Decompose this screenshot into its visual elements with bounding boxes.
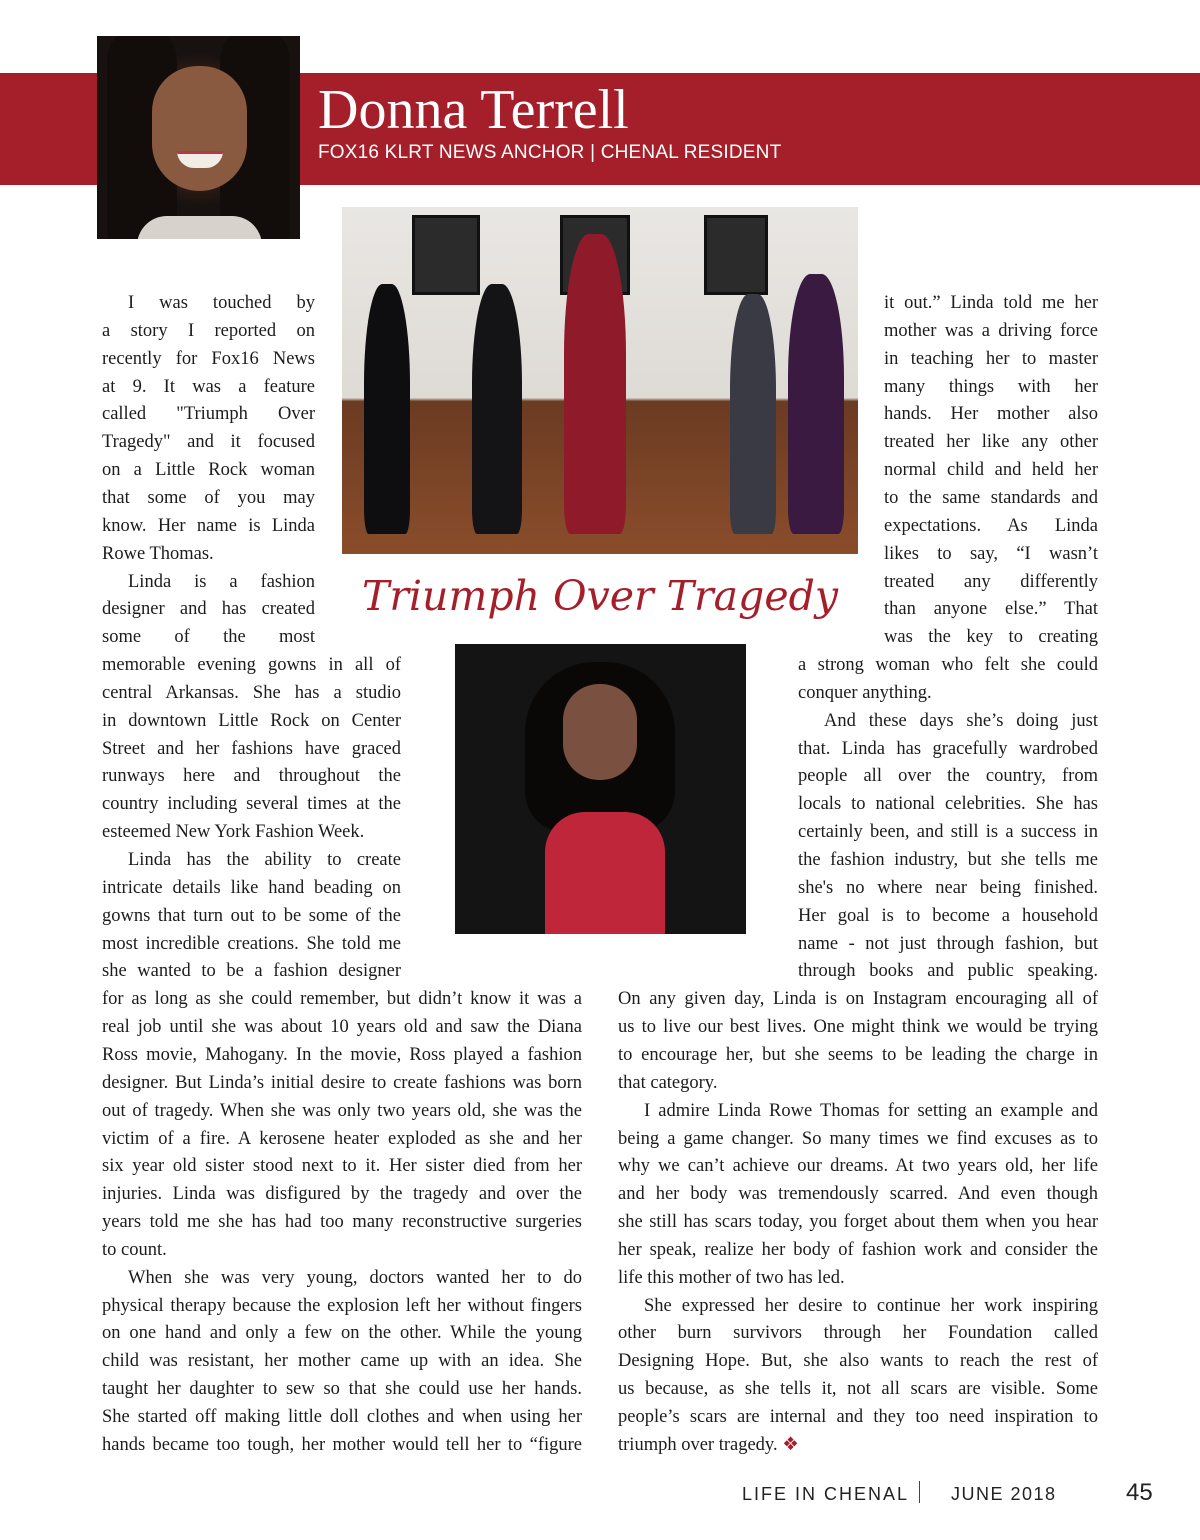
article-line: to the same standards and xyxy=(884,487,1098,508)
article-line: memorable evening gowns in all of xyxy=(102,655,401,676)
article-line: Linda is a fashion xyxy=(128,571,315,592)
article-line: esteemed New York Fashion Week. xyxy=(102,822,365,843)
article-line: Street and her fashions have graced xyxy=(102,738,401,759)
article-line: through books and public speaking. xyxy=(798,961,1098,982)
article-line: name - not just through fashion, but xyxy=(798,933,1098,954)
article-line: know. Her name is Linda xyxy=(102,515,315,536)
article-line: Designing Hope. But, she also wants to reach the rest of xyxy=(618,1351,1098,1372)
article-line: expectations. As Linda xyxy=(884,515,1098,536)
article-line: that some of you may xyxy=(102,487,315,508)
article-line: she wanted to be a fashion designer xyxy=(102,961,401,982)
footer-divider xyxy=(919,1481,920,1503)
article-line: life this mother of two has led. xyxy=(618,1267,845,1288)
article-line: than anyone else.” That xyxy=(884,599,1098,620)
article-line: out of tragedy. When she was only two years old, she was the xyxy=(102,1100,582,1121)
article-line: Her goal is to become a household xyxy=(798,905,1098,926)
article-line: her speak, realize her body of fashion work and consider the xyxy=(618,1239,1098,1260)
article-line: called "Triumph Over xyxy=(102,404,315,425)
article-line: hands became too tough, her mother would tell her to “figure xyxy=(102,1434,582,1455)
author-headshot xyxy=(97,36,300,239)
article-line: most incredible creations. She told me xyxy=(102,933,401,954)
article-title: Triumph Over Tragedy xyxy=(361,572,838,620)
article-line: central Arkansas. She has a studio xyxy=(102,682,401,703)
author-name: Donna Terrell xyxy=(318,79,629,141)
article-line: she still has scars today, you forget about them when you hear xyxy=(618,1212,1098,1233)
article-line: people’s scars are internal and they too need inspiration to xyxy=(618,1407,1098,1427)
article-line: to count. xyxy=(102,1239,167,1260)
article-line: likes to say, “I wasn’t xyxy=(884,543,1098,564)
article-line: gowns that turn out to be some of the xyxy=(102,905,401,926)
article-line: real job until she was about 10 years old and saw the Diana xyxy=(102,1017,582,1038)
article-line: other burn survivors through her Foundation called xyxy=(618,1323,1098,1344)
article-line: triumph over tragedy. ❖ xyxy=(618,1434,799,1455)
article-line: designer and has created xyxy=(102,599,315,620)
article-line: treated any differently xyxy=(884,571,1098,592)
article-line: And these days she’s doing just xyxy=(824,710,1098,731)
article-line: people all over the country, from xyxy=(798,766,1098,787)
article-line: mother was a driving force xyxy=(884,320,1098,341)
article-line: that category. xyxy=(618,1072,718,1093)
article-line: it out.” Linda told me her xyxy=(884,293,1098,313)
article-line: Tragedy" and it focused xyxy=(102,432,315,453)
article-line: for as long as she could remember, but didn’t know it was a xyxy=(102,989,582,1010)
article-line: victim of a fire. A kerosene heater exploded as she and her xyxy=(102,1128,582,1149)
article-line: taught her daughter to sew so that she could use her hands. xyxy=(102,1379,582,1400)
article-line: recently for Fox16 News xyxy=(102,348,315,369)
article-line: intricate details like hand beading on xyxy=(102,877,401,898)
article-line: us because, as she tells it, not all scars are visible. Some xyxy=(618,1379,1098,1400)
author-role: FOX16 KLRT NEWS ANCHOR | CHENAL RESIDENT xyxy=(318,142,782,163)
article-line: I was touched by xyxy=(128,293,315,313)
article-line: When she was very young, doctors wanted her to do xyxy=(128,1267,582,1288)
article-line: locals to national celebrities. She has xyxy=(798,794,1098,815)
article-line: to encourage her, but she seems to be leading the charge in xyxy=(618,1044,1098,1065)
article-line: she's no where near being finished. xyxy=(798,877,1098,898)
footer-magazine: LIFE IN CHENAL xyxy=(742,1484,910,1504)
article-line: in teaching her to master xyxy=(884,348,1098,369)
article-line: conquer anything. xyxy=(798,682,932,703)
article-line: why we can’t achieve our dreams. At two years old, her life xyxy=(618,1156,1098,1177)
article-line: certainly been, and still is a success in xyxy=(798,822,1098,843)
article-line: that. Linda has gracefully wardrobed xyxy=(798,738,1098,759)
end-ornament-icon: ❖ xyxy=(782,1434,799,1455)
article-line: in downtown Little Rock on Center xyxy=(102,710,401,731)
article-line: Ross movie, Mahogany. In the movie, Ross played a fashion xyxy=(102,1044,582,1065)
page-number: 45 xyxy=(1126,1479,1153,1506)
article-line: normal child and held her xyxy=(884,460,1098,481)
article-line: She expressed her desire to continue her work inspiring xyxy=(644,1295,1098,1316)
article-line: some of the most xyxy=(102,627,315,648)
article-line: a story I reported on xyxy=(102,320,315,341)
article-line: a strong woman who felt she could xyxy=(798,655,1098,676)
article-line: runways here and throughout the xyxy=(102,766,401,787)
article-line: the fashion industry, but she tells me xyxy=(798,850,1098,870)
article-line: six year old sister stood next to it. Her sister died from her xyxy=(102,1156,582,1177)
article-line: I admire Linda Rowe Thomas for setting an example and xyxy=(644,1100,1098,1121)
article-line: child was resistant, her mother came up with an idea. She xyxy=(102,1351,582,1372)
article-line: Rowe Thomas. xyxy=(102,543,214,564)
article-line: On any given day, Linda is on Instagram encouraging all of xyxy=(618,989,1098,1010)
footer-date: JUNE 2018 xyxy=(951,1484,1057,1504)
article-line: injuries. Linda was disfigured by the tragedy and over the xyxy=(102,1184,582,1205)
gowns-photo xyxy=(342,207,858,554)
article-line: She started off making little doll clothes and when using her xyxy=(102,1407,582,1427)
article-line: being a game changer. So many times we find excuses as to xyxy=(618,1128,1098,1149)
portrait-photo xyxy=(455,644,746,934)
article-line: on one hand and only a few on the other. While the young xyxy=(102,1323,582,1344)
article-line: Linda has the ability to create xyxy=(128,850,401,870)
article-line: country including several times at the xyxy=(102,794,401,815)
article-line: us to live our best lives. One might think we would be trying xyxy=(618,1017,1098,1038)
article-line: and her body was tremendously scarred. And even though xyxy=(618,1184,1098,1205)
article-line: designer. But Linda’s initial desire to create fashions was born xyxy=(102,1072,582,1093)
article-line: treated her like any other xyxy=(884,432,1098,453)
article-line: at 9. It was a feature xyxy=(102,376,315,397)
article-line: hands. Her mother also xyxy=(884,404,1098,425)
article-line: was the key to creating xyxy=(884,627,1098,648)
article-line: physical therapy because the explosion left her without fingers xyxy=(102,1295,582,1316)
article-line: many things with her xyxy=(884,376,1098,397)
article-line: years told me she has had too many reconstructive surgeries xyxy=(102,1212,582,1233)
article-line: on a Little Rock woman xyxy=(102,460,315,481)
